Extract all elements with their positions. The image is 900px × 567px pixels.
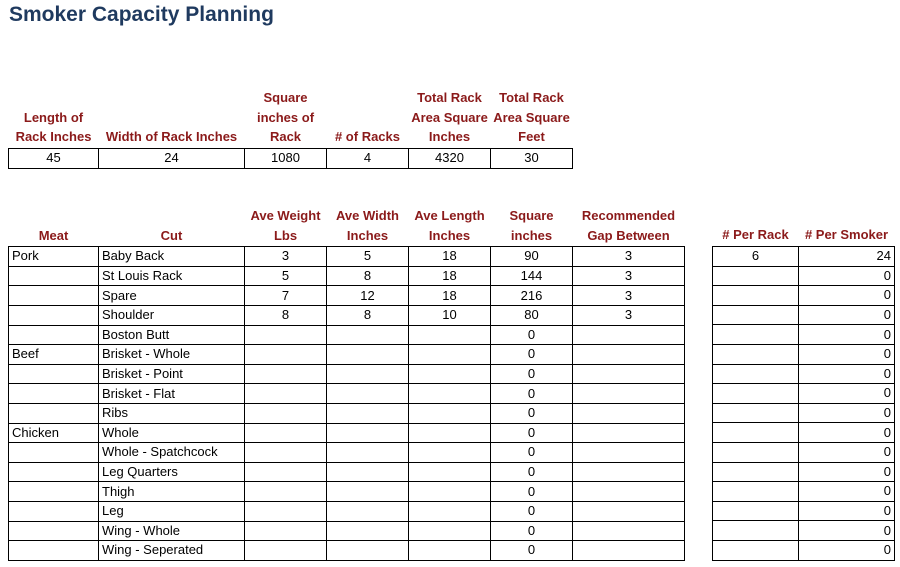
cell-meat[interactable] [9,325,99,345]
cell-meat[interactable] [9,482,99,502]
cell-per-rack[interactable] [713,540,799,560]
cell-per-rack[interactable] [713,501,799,521]
cell-ave-width[interactable] [327,443,409,463]
cell-square-inches[interactable]: 90 [491,247,573,267]
cell-recommended-gap[interactable]: 3 [573,286,685,306]
cell-ave-weight[interactable]: 3 [245,247,327,267]
cell-per-rack[interactable] [713,423,799,443]
cell-square-inches[interactable]: 0 [491,345,573,365]
cell-per-rack[interactable] [713,305,799,325]
cell-ave-weight[interactable] [245,423,327,443]
cell-recommended-gap[interactable] [573,423,685,443]
header-number-of-racks: # of Racks [334,129,401,145]
cell-per-smoker[interactable]: 0 [799,266,895,286]
cell-cut[interactable]: Leg Quarters [99,462,245,482]
cell-cut[interactable]: Spare [99,286,245,306]
cell-ave-weight[interactable] [245,403,327,423]
table-row [9,364,685,384]
cell-ave-weight[interactable] [245,364,327,384]
header-ave-weight: Ave Weight Lbs [250,208,321,243]
cell-per-smoker[interactable]: 0 [799,384,895,404]
header-ave-length: Ave Length Inches [414,208,485,243]
cell-per-rack[interactable] [713,521,799,541]
cell-recommended-gap[interactable] [573,325,685,345]
sheet-title: Smoker Capacity Planning [9,3,274,26]
cell-square-inches[interactable]: 0 [491,541,573,561]
cell-recommended-gap[interactable] [573,384,685,404]
cell-square-inches[interactable]: 80 [491,305,573,325]
header-length-of-rack: Length of Rack Inches [15,109,92,145]
cell-recommended-gap[interactable] [573,443,685,463]
table-row [713,325,895,345]
cell-meat[interactable] [9,521,99,541]
cell-ave-width[interactable] [327,364,409,384]
cell-square-inches[interactable]: 0 [491,501,573,521]
cell-square-inches[interactable]: 0 [491,521,573,541]
table-row [9,247,685,267]
cell-per-smoker[interactable]: 24 [799,247,895,267]
table-row [713,423,895,443]
cell-per-rack[interactable] [713,344,799,364]
cell-cut[interactable]: Brisket - Whole [99,345,245,365]
cell-meat[interactable] [9,364,99,384]
table-row [713,247,895,267]
header-per-rack: # Per Rack [722,227,789,243]
cell-per-rack[interactable] [713,384,799,404]
cell-ave-length[interactable] [409,443,491,463]
cell-meat[interactable] [9,266,99,286]
cell-per-rack[interactable] [713,403,799,423]
cell-ave-width[interactable] [327,345,409,365]
table-row [9,443,685,463]
cell-ave-width[interactable]: 8 [327,266,409,286]
header-total-rack-area-sq-ft: Total Rack Area Square Feet [493,90,570,145]
cell-ave-width[interactable] [327,501,409,521]
cell-ave-width[interactable] [327,403,409,423]
cell-recommended-gap[interactable] [573,541,685,561]
cell-cut[interactable]: Brisket - Point [99,364,245,384]
cell-ave-width[interactable] [327,462,409,482]
cell-square-inches[interactable]: 0 [491,462,573,482]
cell-recommended-gap[interactable] [573,403,685,423]
cell-meat[interactable] [9,541,99,561]
cell-per-rack[interactable] [713,462,799,482]
cell-recommended-gap[interactable]: 3 [573,247,685,267]
cell-per-smoker[interactable]: 0 [799,286,895,306]
cell-ave-weight[interactable] [245,541,327,561]
cell-recommended-gap[interactable] [573,501,685,521]
cell-per-rack[interactable] [713,325,799,345]
cell-square-inches[interactable]: 0 [491,423,573,443]
table-row [713,344,895,364]
table-row [713,442,895,462]
capacity-table [712,206,895,561]
header-meat: Meat [38,227,69,243]
cell-ave-length[interactable] [409,384,491,404]
cell-ave-length[interactable] [409,345,491,365]
cell-ave-weight[interactable] [245,521,327,541]
cell-ave-length[interactable] [409,325,491,345]
cell-length-of-rack[interactable]: 45 [9,149,99,169]
cell-recommended-gap[interactable] [573,482,685,502]
cell-cut[interactable]: Whole - Spatchcock [99,443,245,463]
table-row [9,266,685,286]
cell-cut[interactable]: Shoulder [99,305,245,325]
cell-meat[interactable]: Chicken [9,423,99,443]
header-ave-width: Ave Width Inches [336,208,399,243]
cell-per-rack[interactable] [713,482,799,502]
table-row [713,540,895,560]
table-row [713,305,895,325]
table-row [713,266,895,286]
cell-ave-length[interactable] [409,541,491,561]
header-width-of-rack: Width of Rack Inches [105,129,238,145]
cell-ave-length[interactable]: 18 [409,266,491,286]
table-row [9,345,685,365]
header-per-smoker: # Per Smoker [804,227,889,243]
rack-values-row [9,149,573,169]
cell-cut[interactable]: Baby Back [99,247,245,267]
cell-per-rack[interactable] [713,364,799,384]
cell-per-smoker[interactable]: 0 [799,501,895,521]
cell-ave-width[interactable] [327,325,409,345]
cell-square-inches[interactable]: 0 [491,403,573,423]
cell-ave-weight[interactable] [245,462,327,482]
cell-ave-weight[interactable]: 8 [245,305,327,325]
cell-ave-length[interactable] [409,482,491,502]
table-row [9,462,685,482]
cell-total-rack-area-sq-ft[interactable]: 30 [491,149,573,169]
cell-meat[interactable] [9,286,99,306]
cell-meat[interactable]: Beef [9,345,99,365]
cell-per-rack[interactable]: 6 [713,247,799,267]
table-row [9,501,685,521]
cell-per-smoker[interactable]: 0 [799,442,895,462]
cell-ave-width[interactable] [327,482,409,502]
cell-cut[interactable]: Ribs [99,403,245,423]
table-row [713,482,895,502]
cell-ave-width[interactable] [327,384,409,404]
cell-ave-length[interactable]: 18 [409,247,491,267]
table-row [713,384,895,404]
cell-cut[interactable]: Whole [99,423,245,443]
cell-per-smoker[interactable]: 0 [799,325,895,345]
cell-ave-weight[interactable] [245,384,327,404]
table-row [9,403,685,423]
cell-square-inches[interactable]: 0 [491,384,573,404]
cell-ave-weight[interactable] [245,482,327,502]
cell-ave-width[interactable] [327,423,409,443]
cell-ave-weight[interactable]: 7 [245,286,327,306]
cell-ave-width[interactable]: 12 [327,286,409,306]
cell-ave-length[interactable]: 18 [409,286,491,306]
cell-square-inches[interactable]: 0 [491,325,573,345]
cell-per-smoker[interactable]: 0 [799,305,895,325]
cell-number-of-racks[interactable]: 4 [327,149,409,169]
cell-ave-width[interactable]: 5 [327,247,409,267]
rack-dimensions-table [8,69,573,169]
cell-total-rack-area-sq-in[interactable]: 4320 [409,149,491,169]
table-row [713,521,895,541]
cell-square-inches[interactable]: 0 [491,364,573,384]
table-row [713,501,895,521]
cell-ave-length[interactable] [409,462,491,482]
cell-ave-length[interactable] [409,423,491,443]
cell-meat[interactable] [9,501,99,521]
cell-per-smoker[interactable]: 0 [799,482,895,502]
cell-ave-weight[interactable] [245,501,327,521]
cell-square-inches[interactable]: 0 [491,443,573,463]
cell-square-inches[interactable]: 216 [491,286,573,306]
cell-meat[interactable]: Pork [9,247,99,267]
cell-recommended-gap[interactable] [573,345,685,365]
cell-width-of-rack[interactable]: 24 [99,149,245,169]
table-row [713,462,895,482]
cell-meat[interactable] [9,443,99,463]
table-row [9,325,685,345]
cell-ave-length[interactable] [409,501,491,521]
cell-ave-width[interactable] [327,521,409,541]
cell-per-smoker[interactable]: 0 [799,521,895,541]
cell-recommended-gap[interactable] [573,521,685,541]
table-row [713,403,895,423]
cell-cut[interactable]: Leg [99,501,245,521]
cell-per-smoker[interactable]: 0 [799,423,895,443]
cell-meat[interactable] [9,305,99,325]
header-cut: Cut [160,227,183,243]
cell-cut[interactable]: Thigh [99,482,245,502]
cell-ave-length[interactable] [409,403,491,423]
cell-ave-weight[interactable]: 5 [245,266,327,286]
cell-per-smoker[interactable]: 0 [799,344,895,364]
cell-square-inches-of-rack[interactable]: 1080 [245,149,327,169]
table-row [9,482,685,502]
cell-recommended-gap[interactable]: 3 [573,305,685,325]
meat-cuts-table [8,206,685,561]
table-row [713,364,895,384]
cell-ave-length[interactable] [409,521,491,541]
table-row [713,286,895,306]
cell-cut[interactable]: Wing - Whole [99,521,245,541]
cell-ave-weight[interactable] [245,325,327,345]
cell-square-inches[interactable]: 0 [491,482,573,502]
cell-recommended-gap[interactable] [573,462,685,482]
table-row [9,384,685,404]
header-square-inches-of-rack: Square inches of Rack [256,90,315,145]
cell-ave-length[interactable] [409,364,491,384]
cell-meat[interactable] [9,384,99,404]
header-square-inches: Square inches [509,208,554,243]
cell-per-smoker[interactable]: 0 [799,403,895,423]
cell-meat[interactable] [9,403,99,423]
cell-meat[interactable] [9,462,99,482]
cell-cut[interactable]: Wing - Seperated [99,541,245,561]
cell-cut[interactable]: Boston Butt [99,325,245,345]
cell-ave-width[interactable]: 8 [327,305,409,325]
cell-per-smoker[interactable]: 0 [799,364,895,384]
cell-ave-weight[interactable] [245,345,327,365]
cell-per-smoker[interactable]: 0 [799,540,895,560]
cell-recommended-gap[interactable] [573,364,685,384]
cell-per-rack[interactable] [713,266,799,286]
table-row [9,423,685,443]
cell-per-rack[interactable] [713,442,799,462]
cell-recommended-gap[interactable]: 3 [573,266,685,286]
cell-ave-width[interactable] [327,541,409,561]
header-total-rack-area-sq-in: Total Rack Area Square Inches [411,90,488,145]
cell-cut[interactable]: St Louis Rack [99,266,245,286]
table-row [9,286,685,306]
cell-per-smoker[interactable]: 0 [799,462,895,482]
table-row [9,521,685,541]
header-recommended-gap: Recommended Gap Between [581,208,676,243]
cell-square-inches[interactable]: 144 [491,266,573,286]
cell-cut[interactable]: Brisket - Flat [99,384,245,404]
table-row [9,305,685,325]
table-row [9,541,685,561]
cell-ave-length[interactable]: 10 [409,305,491,325]
cell-per-rack[interactable] [713,286,799,306]
cell-ave-weight[interactable] [245,443,327,463]
